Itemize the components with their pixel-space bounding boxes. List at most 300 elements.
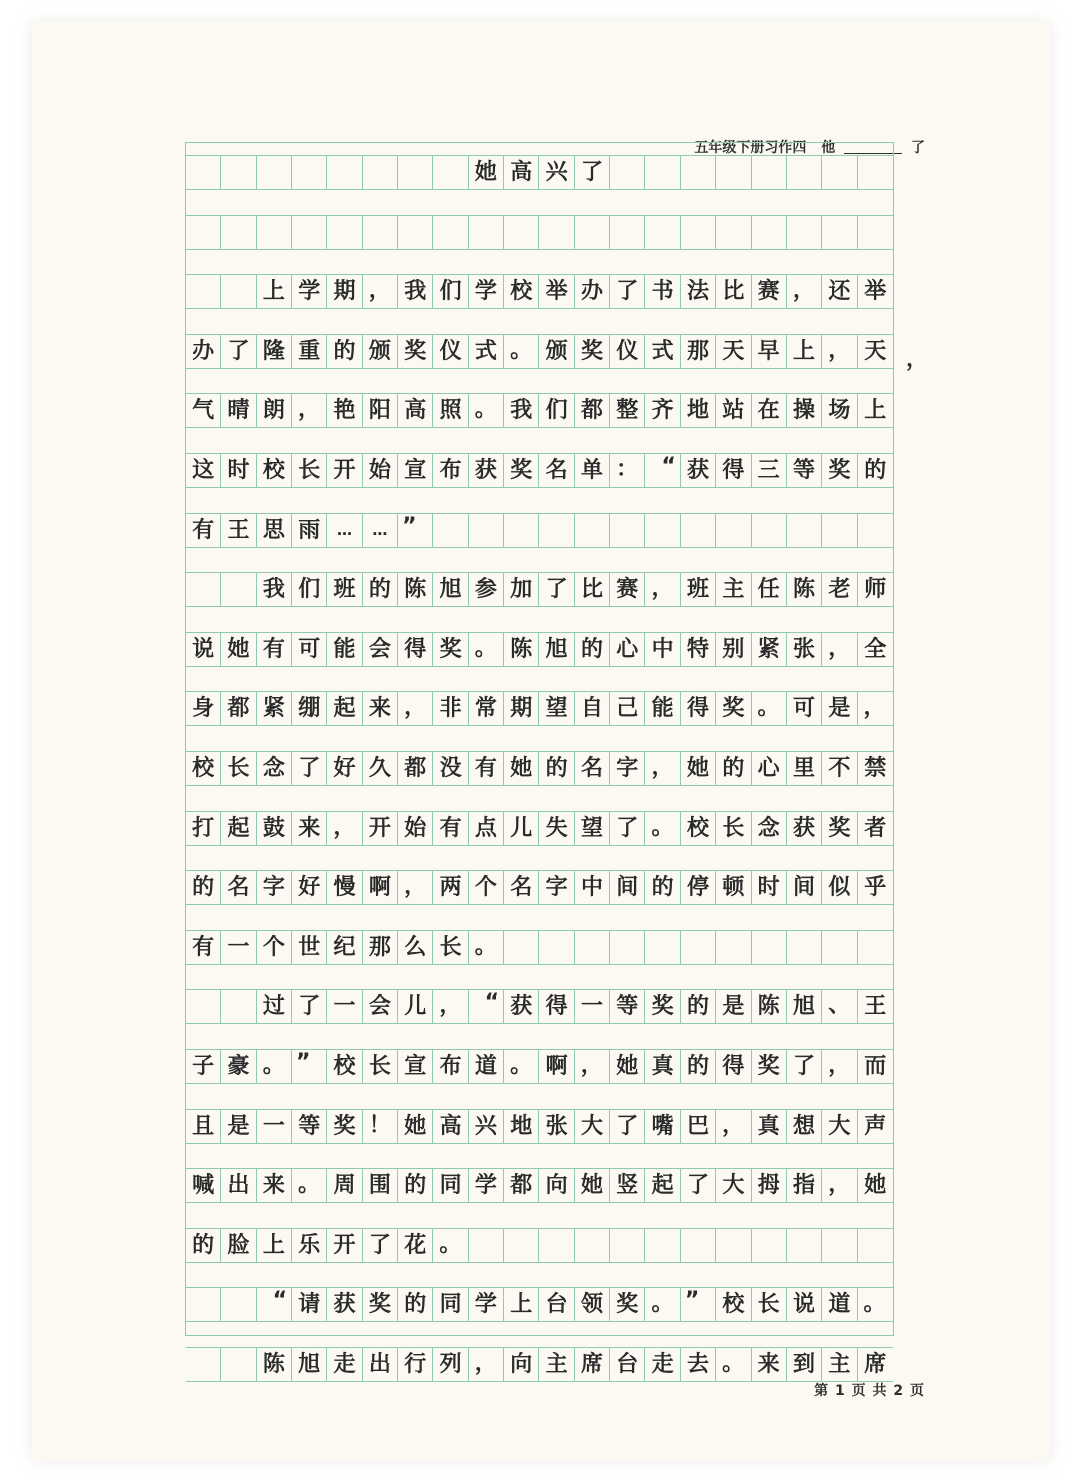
grid-cell: 不 — [822, 751, 857, 786]
grid-cell — [575, 513, 610, 548]
grid-cell: 颁 — [363, 334, 398, 369]
grid-row — [186, 155, 893, 190]
grid-cell: 获 — [681, 453, 716, 488]
grid-cell: 过 — [257, 989, 292, 1024]
grid-cell: 陈 — [398, 572, 433, 607]
grid-cell: 在 — [752, 393, 787, 428]
grid-cell: 奖 — [822, 811, 857, 846]
grid-cell: 们 — [539, 393, 574, 428]
grid-cell: 指 — [787, 1168, 822, 1203]
grid-cell: ， — [822, 632, 857, 667]
grid-cell: 校 — [681, 811, 716, 846]
grid-cell: 奖 — [504, 453, 539, 488]
grid-cell: 操 — [787, 393, 822, 428]
grid-cell: 了 — [681, 1168, 716, 1203]
grid-cell: 台 — [610, 1347, 645, 1382]
grid-cell: 参 — [469, 572, 504, 607]
grid-cell — [504, 1228, 539, 1263]
grid-cell — [822, 215, 857, 250]
grid-cell: 乐 — [292, 1228, 327, 1263]
grid-cell — [363, 215, 398, 250]
grid-cell — [257, 215, 292, 250]
grid-cell: 到 — [787, 1347, 822, 1382]
grid-row — [186, 1228, 893, 1263]
grid-cell: 奖 — [327, 1109, 362, 1144]
grid-cell: 非 — [433, 691, 468, 726]
grid-cell: 可 — [292, 632, 327, 667]
grid-cell: 获 — [504, 989, 539, 1024]
grid-cell: 她 — [610, 1049, 645, 1084]
grid-cell: “ — [645, 453, 680, 488]
grid-cell: 还 — [822, 274, 857, 309]
grid-cell: 上 — [257, 1228, 292, 1263]
grid-cell: 花 — [398, 1228, 433, 1263]
grid-cell — [858, 513, 893, 548]
grid-cell: 了 — [575, 155, 610, 190]
grid-cell: 长 — [292, 453, 327, 488]
grid-cell: 阳 — [363, 393, 398, 428]
grid-cell: ， — [433, 989, 468, 1024]
grid-cell — [787, 930, 822, 965]
grid-cell: 长 — [752, 1287, 787, 1322]
grid-row — [186, 274, 893, 309]
grid-cell: 们 — [292, 572, 327, 607]
grid-cell: 开 — [327, 1228, 362, 1263]
grid-cell: 打 — [186, 811, 221, 846]
grid-cell: 站 — [716, 393, 751, 428]
grid-cell: 王 — [221, 513, 256, 548]
grid-cell: 停 — [681, 870, 716, 905]
grid-cell: 名 — [221, 870, 256, 905]
grid-cell: 三 — [752, 453, 787, 488]
grid-cell: 豪 — [221, 1049, 256, 1084]
grid-cell: 紧 — [257, 691, 292, 726]
grid-cell — [645, 930, 680, 965]
grid-cell — [186, 215, 221, 250]
grid-cell: 兴 — [539, 155, 574, 190]
grid-cell: 脸 — [221, 1228, 256, 1263]
grid-cell: 来 — [292, 811, 327, 846]
grid-cell: 校 — [716, 1287, 751, 1322]
grid-cell: 主 — [822, 1347, 857, 1382]
grid-cell: … — [327, 513, 362, 548]
grid-cell: 张 — [539, 1109, 574, 1144]
grid-cell: 长 — [716, 811, 751, 846]
grid-cell — [221, 274, 256, 309]
grid-cell: 绷 — [292, 691, 327, 726]
grid-cell: 旭 — [787, 989, 822, 1024]
grid-cell: 都 — [221, 691, 256, 726]
grid-cell: 自 — [575, 691, 610, 726]
grid-cell: 了 — [610, 811, 645, 846]
grid-cell: 周 — [327, 1168, 362, 1203]
grid-cell: 名 — [575, 751, 610, 786]
grid-cell — [504, 930, 539, 965]
grid-cell: 身 — [186, 691, 221, 726]
grid-cell: 旭 — [433, 572, 468, 607]
grid-cell: 。 — [858, 1287, 893, 1322]
grid-cell — [858, 930, 893, 965]
grid-cell: 布 — [433, 1049, 468, 1084]
grid-cell: ！ — [363, 1109, 398, 1144]
grid-cell: 是 — [716, 989, 751, 1024]
grid-cell: 。 — [433, 1228, 468, 1263]
grid-cell: 任 — [752, 572, 787, 607]
grid-cell: 有 — [186, 930, 221, 965]
grid-row — [186, 870, 893, 905]
grid-cell: 了 — [787, 1049, 822, 1084]
grid-cell: 长 — [433, 930, 468, 965]
grid-cell: 的 — [327, 334, 362, 369]
grid-cell: 。 — [645, 811, 680, 846]
grid-cell: ， — [398, 691, 433, 726]
grid-cell: 办 — [186, 334, 221, 369]
grid-cell: 常 — [469, 691, 504, 726]
grid-cell: ” — [398, 513, 433, 548]
grid-cell: 。 — [752, 691, 787, 726]
grid-cell: 布 — [433, 453, 468, 488]
grid-cell: 获 — [469, 453, 504, 488]
grid-cell: 奖 — [822, 453, 857, 488]
grid-cell: 等 — [610, 989, 645, 1024]
grid-cell: 老 — [822, 572, 857, 607]
grid-cell: 的 — [186, 1228, 221, 1263]
grid-cell: 儿 — [398, 989, 433, 1024]
grid-cell: 校 — [257, 453, 292, 488]
grid-cell: 纪 — [327, 930, 362, 965]
grid-cell: 气 — [186, 393, 221, 428]
grid-cell: 一 — [221, 930, 256, 965]
grid-cell: 这 — [186, 453, 221, 488]
grid-cell — [716, 930, 751, 965]
grid-cell: 高 — [504, 155, 539, 190]
grid-row — [186, 691, 893, 726]
grid-cell: 。 — [504, 1049, 539, 1084]
grid-cell: 喊 — [186, 1168, 221, 1203]
grid-cell: 朗 — [257, 393, 292, 428]
grid-cell: 师 — [858, 572, 893, 607]
grid-cell: 王 — [858, 989, 893, 1024]
grid-cell — [610, 1228, 645, 1263]
grid-cell: 没 — [433, 751, 468, 786]
grid-cell: 会 — [363, 632, 398, 667]
page-footer: 第 1 页 共 2 页 — [814, 1383, 925, 1399]
grid-cell: 的 — [575, 632, 610, 667]
grid-cell: ， — [822, 1168, 857, 1203]
grid-cell: 齐 — [645, 393, 680, 428]
grid-cell: 己 — [610, 691, 645, 726]
grid-cell: 我 — [504, 393, 539, 428]
grid-cell: 全 — [858, 632, 893, 667]
grid-cell: 请 — [292, 1287, 327, 1322]
grid-cell: 的 — [858, 453, 893, 488]
grid-cell: 学 — [292, 274, 327, 309]
grid-cell — [221, 155, 256, 190]
grid-cell: 主 — [716, 572, 751, 607]
grid-cell: 隆 — [257, 334, 292, 369]
grid-cell — [469, 513, 504, 548]
grid-cell: 陈 — [752, 989, 787, 1024]
grid-cell — [822, 1228, 857, 1263]
grid-cell: 我 — [257, 572, 292, 607]
grid-cell: 走 — [327, 1347, 362, 1382]
grid-cell: 竖 — [610, 1168, 645, 1203]
grid-cell — [645, 215, 680, 250]
grid-cell: 而 — [858, 1049, 893, 1084]
grid-cell: 声 — [858, 1109, 893, 1144]
grid-cell — [186, 1287, 221, 1322]
grid-row — [186, 930, 893, 965]
grid-cell: 得 — [681, 691, 716, 726]
grid-cell: 那 — [681, 334, 716, 369]
grid-cell — [433, 513, 468, 548]
grid-cell: 都 — [504, 1168, 539, 1203]
composition-grid — [185, 142, 894, 1377]
grid-cell — [787, 215, 822, 250]
grid-cell: ， — [822, 1049, 857, 1084]
grid-cell: 期 — [504, 691, 539, 726]
grid-cell: 天 — [858, 334, 893, 369]
grid-cell: 有 — [257, 632, 292, 667]
grid-cell: 张 — [787, 632, 822, 667]
grid-cell: 同 — [433, 1287, 468, 1322]
grid-cell: 法 — [681, 274, 716, 309]
grid-cell: 大 — [716, 1168, 751, 1203]
grid-cell: 是 — [221, 1109, 256, 1144]
grid-cell: 能 — [645, 691, 680, 726]
grid-cell — [469, 1228, 504, 1263]
grid-cell: 向 — [504, 1347, 539, 1382]
grid-cell: 时 — [221, 453, 256, 488]
grid-cell: 主 — [539, 1347, 574, 1382]
grid-cell: “ — [469, 989, 504, 1024]
grid-cell: ” — [292, 1049, 327, 1084]
grid-cell — [858, 215, 893, 250]
grid-cell: 心 — [610, 632, 645, 667]
grid-cell: 说 — [186, 632, 221, 667]
grid-cell: ， — [645, 751, 680, 786]
grid-cell: 去 — [681, 1347, 716, 1382]
grid-cell — [292, 215, 327, 250]
grid-cell: 顿 — [716, 870, 751, 905]
grid-cell: 同 — [433, 1168, 468, 1203]
grid-cell: 长 — [363, 1049, 398, 1084]
grid-cell — [858, 155, 893, 190]
grid-cell: 有 — [433, 811, 468, 846]
grid-cell: 整 — [610, 393, 645, 428]
grid-cell: 领 — [575, 1287, 610, 1322]
grid-cell: 了 — [539, 572, 574, 607]
grid-cell: 说 — [787, 1287, 822, 1322]
grid-cell: 中 — [645, 632, 680, 667]
grid-cell: 高 — [398, 393, 433, 428]
grid-cell: 照 — [433, 393, 468, 428]
grid-cell: “ — [257, 1287, 292, 1322]
grid-row — [186, 1168, 893, 1203]
grid-cell: 奖 — [716, 691, 751, 726]
grid-cell: 得 — [716, 453, 751, 488]
grid-cell: 席 — [575, 1347, 610, 1382]
grid-cell — [787, 513, 822, 548]
grid-cell: 名 — [539, 453, 574, 488]
grid-cell: 念 — [752, 811, 787, 846]
grid-cell: 心 — [752, 751, 787, 786]
margin-comma: ， — [906, 347, 929, 372]
grid-cell: 道 — [469, 1049, 504, 1084]
grid-cell — [327, 215, 362, 250]
grid-cell: 好 — [327, 751, 362, 786]
grid-cell: 晴 — [221, 393, 256, 428]
grid-cell — [787, 1228, 822, 1263]
grid-cell: 了 — [610, 274, 645, 309]
grid-cell — [716, 1228, 751, 1263]
grid-cell: 陈 — [787, 572, 822, 607]
grid-cell: 赛 — [610, 572, 645, 607]
grid-cell: 能 — [327, 632, 362, 667]
grid-cell: 且 — [186, 1109, 221, 1144]
grid-cell: 个 — [469, 870, 504, 905]
grid-cell: 的 — [398, 1168, 433, 1203]
grid-cell: 式 — [645, 334, 680, 369]
grid-cell: 可 — [787, 691, 822, 726]
grid-cell — [752, 513, 787, 548]
grid-cell: 奖 — [433, 632, 468, 667]
grid-cell: 颁 — [539, 334, 574, 369]
grid-cell: 宣 — [398, 453, 433, 488]
grid-cell: 始 — [363, 453, 398, 488]
grid-cell: 间 — [610, 870, 645, 905]
grid-cell — [822, 155, 857, 190]
grid-cell: 里 — [787, 751, 822, 786]
grid-cell — [221, 215, 256, 250]
grid-cell: 都 — [575, 393, 610, 428]
grid-cell: 儿 — [504, 811, 539, 846]
grid-cell: 时 — [752, 870, 787, 905]
grid-cell: ， — [327, 811, 362, 846]
grid-cell — [221, 1287, 256, 1322]
grid-cell: 都 — [398, 751, 433, 786]
grid-cell: 的 — [681, 989, 716, 1024]
grid-cell: 别 — [716, 632, 751, 667]
grid-cell: 举 — [858, 274, 893, 309]
grid-cell: 紧 — [752, 632, 787, 667]
grid-cell — [787, 155, 822, 190]
grid-cell: ” — [681, 1287, 716, 1322]
grid-cell: ： — [610, 453, 645, 488]
grid-cell: 陈 — [257, 1347, 292, 1382]
grid-cell: 的 — [645, 870, 680, 905]
grid-cell: 了 — [221, 334, 256, 369]
grid-cell — [645, 155, 680, 190]
grid-cell: 鼓 — [257, 811, 292, 846]
grid-cell: 上 — [787, 334, 822, 369]
grid-cell: 上 — [504, 1287, 539, 1322]
grid-cell: ， — [645, 572, 680, 607]
grid-cell: 字 — [539, 870, 574, 905]
grid-cell: 向 — [539, 1168, 574, 1203]
grid-cell: 始 — [398, 811, 433, 846]
grid-cell: 学 — [469, 1168, 504, 1203]
grid-cell: 真 — [645, 1049, 680, 1084]
grid-cell: ， — [575, 1049, 610, 1084]
header-unit: 五年级下册习作四 — [694, 140, 807, 156]
grid-cell: 道 — [822, 1287, 857, 1322]
grid-cell: 大 — [822, 1109, 857, 1144]
grid-row — [186, 334, 893, 369]
grid-cell — [716, 215, 751, 250]
grid-row — [186, 1049, 893, 1084]
grid-cell: 失 — [539, 811, 574, 846]
grid-cell: ， — [292, 393, 327, 428]
grid-cell: 来 — [752, 1347, 787, 1382]
grid-cell: 啊 — [539, 1049, 574, 1084]
grid-cell: 好 — [292, 870, 327, 905]
grid-cell: 比 — [575, 572, 610, 607]
grid-cell: 思 — [257, 513, 292, 548]
grid-cell — [610, 513, 645, 548]
grid-cell — [363, 155, 398, 190]
grid-cell: 有 — [469, 751, 504, 786]
grid-cell: 早 — [752, 334, 787, 369]
grid-cell — [221, 1347, 256, 1382]
grid-cell — [504, 215, 539, 250]
grid-cell: 了 — [292, 751, 327, 786]
grid-cell: 来 — [257, 1168, 292, 1203]
grid-cell: 获 — [787, 811, 822, 846]
grid-cell: 。 — [469, 930, 504, 965]
grid-cell: 陈 — [504, 632, 539, 667]
grid-row — [186, 989, 893, 1024]
grid-cell: 宣 — [398, 1049, 433, 1084]
grid-cell: 者 — [858, 811, 893, 846]
grid-cell: 来 — [363, 691, 398, 726]
grid-cell — [221, 572, 256, 607]
grid-cell — [752, 930, 787, 965]
grid-row — [186, 811, 893, 846]
grid-cell: 了 — [610, 1109, 645, 1144]
grid-cell: 列 — [433, 1347, 468, 1382]
grid-cell: 她 — [575, 1168, 610, 1203]
grid-cell: 久 — [363, 751, 398, 786]
grid-cell — [186, 572, 221, 607]
grid-cell: 名 — [504, 870, 539, 905]
grid-cell: 。 — [469, 632, 504, 667]
grid-cell — [858, 1228, 893, 1263]
grid-cell: 仪 — [433, 334, 468, 369]
grid-cell: 等 — [292, 1109, 327, 1144]
grid-cell: ， — [398, 870, 433, 905]
grid-cell — [822, 930, 857, 965]
grid-cell — [645, 513, 680, 548]
grid-cell: 重 — [292, 334, 327, 369]
grid-cell: 乎 — [858, 870, 893, 905]
grid-cell: 她 — [504, 751, 539, 786]
grid-cell: 有 — [186, 513, 221, 548]
grid-cell: 字 — [257, 870, 292, 905]
grid-cell: 中 — [575, 870, 610, 905]
grid-cell — [539, 513, 574, 548]
header-post: 了 — [911, 140, 925, 156]
grid-cell: 等 — [787, 453, 822, 488]
grid-cell: 么 — [398, 930, 433, 965]
grid-cell: 们 — [433, 274, 468, 309]
grid-cell: 。 — [292, 1168, 327, 1203]
grid-cell: 。 — [257, 1049, 292, 1084]
grid-cell: 班 — [681, 572, 716, 607]
grid-cell: 校 — [327, 1049, 362, 1084]
grid-cell: 的 — [398, 1287, 433, 1322]
grid-row — [186, 513, 893, 548]
